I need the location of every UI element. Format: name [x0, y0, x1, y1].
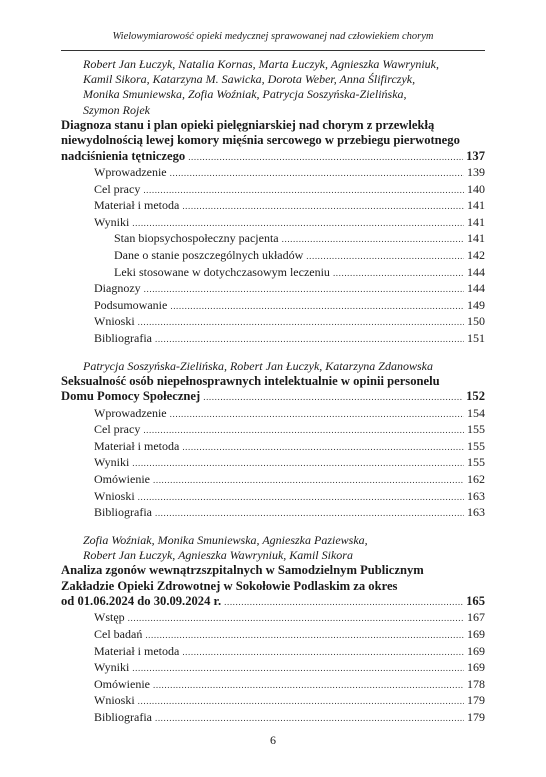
page-ref: 140 [467, 181, 485, 196]
section-spacer [61, 348, 485, 359]
chapter-title-line: Diagnoza stanu i plan opieki pielęgniarskiej nad chorym z przewlekłą [61, 117, 435, 132]
toc-entry[interactable] [61, 281, 485, 298]
section-authors [61, 533, 485, 563]
toc-entry[interactable] [61, 489, 485, 506]
entry-label: Wstęp [94, 610, 125, 625]
author-line: Zofia Woźniak, Monika Smuniewska, Agnieszka Paziewska, [83, 532, 368, 547]
author-line: Robert Jan Łuczyk, Natalia Kornas, Marta Łuczyk, Agnieszka Wawryniuk, [83, 57, 439, 71]
toc-subentry[interactable] [61, 265, 485, 282]
entry-label: Podsumowanie [94, 297, 168, 312]
page-ref: 165 [466, 593, 485, 608]
dot-leader [132, 661, 464, 677]
page-ref: 155 [467, 422, 485, 437]
running-head: Wielowymiarowość opieki medycznej sprawowanej nad człowiekiem chorym [112, 31, 434, 42]
dot-leader [170, 299, 464, 315]
page-ref: 141 [467, 198, 485, 213]
toc-entry[interactable] [61, 677, 485, 694]
page-ref: 169 [467, 626, 485, 641]
entry-label: Wprowadzenie [94, 165, 167, 180]
toc-entry[interactable] [61, 165, 485, 182]
toc-entry[interactable] [61, 660, 485, 677]
dot-leader [155, 332, 464, 348]
header-rule [61, 50, 485, 51]
dot-leader [182, 440, 464, 456]
toc-entry[interactable] [61, 331, 485, 348]
page-ref: 149 [467, 297, 485, 312]
entry-label: Wnioski [94, 693, 135, 708]
page-ref: 139 [467, 165, 485, 180]
page-ref: 144 [467, 281, 485, 296]
page-ref: 137 [466, 148, 485, 163]
toc-entry[interactable] [61, 439, 485, 456]
entry-label: Cel pracy [94, 181, 141, 196]
page-ref: 154 [467, 405, 485, 420]
page-ref: 178 [467, 676, 485, 691]
entry-label: Dane o stanie poszczególnych układów [114, 248, 304, 262]
toc-entry[interactable] [61, 198, 485, 215]
page-ref: 179 [467, 693, 485, 708]
page-ref: 163 [467, 505, 485, 520]
page-ref: 179 [467, 709, 485, 724]
dot-leader [155, 506, 464, 522]
entry-label: Materiał i metoda [94, 438, 180, 453]
dot-leader [138, 694, 464, 710]
entry-label: Wyniki [94, 455, 130, 470]
toc-entry[interactable] [61, 314, 485, 331]
dot-leader [224, 595, 463, 610]
chapter-title-text: od 01.06.2024 do 30.09.2024 r. [61, 593, 222, 608]
dot-leader [170, 407, 464, 423]
page-ref: 141 [467, 214, 485, 229]
chapter-title-entry[interactable] [61, 149, 485, 165]
dot-leader [170, 166, 464, 182]
dot-leader [333, 266, 464, 282]
toc-section-1 [61, 57, 485, 348]
page-ref: 142 [467, 248, 485, 262]
author-line: Patrycja Soszyńska-Zielińska, Robert Jan Łuczyk, Katarzyna Zdanowska [83, 358, 433, 373]
toc-entry[interactable] [61, 215, 485, 232]
page-ref: 152 [466, 389, 485, 404]
page-ref: 167 [467, 610, 485, 625]
toc-entry[interactable] [61, 693, 485, 710]
page-ref: 162 [467, 471, 485, 486]
author-line: Szymon Rojek [83, 102, 150, 117]
entry-label: Wyniki [94, 660, 130, 675]
dot-leader [153, 473, 464, 489]
dot-leader [306, 249, 464, 265]
page-ref: 163 [467, 488, 485, 503]
toc-entry[interactable] [61, 298, 485, 315]
toc-section-3 [61, 533, 485, 727]
toc-entry[interactable] [61, 644, 485, 661]
chapter-title-entry[interactable] [61, 389, 485, 405]
author-line: Robert Jan Łuczyk, Agnieszka Wawryniuk, Kamil Sikora [83, 547, 353, 562]
page-ref: 169 [467, 660, 485, 675]
entry-label: Omówienie [94, 676, 150, 691]
entry-label: Wnioski [94, 488, 135, 503]
section-authors [61, 57, 485, 118]
entry-label: Leki stosowane w dotychczasowym leczeniu [114, 264, 330, 279]
dot-leader [128, 611, 464, 627]
entry-label: Wyniki [94, 214, 130, 229]
toc-entry[interactable] [61, 422, 485, 439]
chapter-title-text: Domu Pomocy Społecznej [61, 389, 201, 404]
chapter-title-line: Zakładzie Opieki Zdrowotnej w Sokołowie Podlaskim za okres [61, 578, 398, 593]
page-ref: 144 [467, 264, 485, 279]
page-ref: 169 [467, 643, 485, 658]
page-ref: 155 [467, 438, 485, 453]
dot-leader [143, 183, 464, 199]
chapter-title-text: nadciśnienia tętniczego [61, 148, 186, 163]
entry-label: Materiał i metoda [94, 643, 180, 658]
dot-leader [282, 232, 464, 248]
entry-label: Cel badań [94, 626, 143, 641]
author-line: Kamil Sikora, Katarzyna M. Sawicka, Dorota Weber, Anna Ślifirczyk, [83, 72, 416, 87]
toc-entry[interactable] [61, 627, 485, 644]
entry-label: Bibliografia [94, 330, 152, 345]
toc-entry[interactable] [61, 505, 485, 522]
chapter-title-line: Seksualność osób niepełnosprawnych intelektualnie w opinii personelu [61, 373, 440, 388]
dot-leader [145, 628, 464, 644]
dot-leader [138, 490, 464, 506]
toc-entry[interactable] [61, 710, 485, 727]
toc-subentry[interactable] [61, 231, 485, 248]
chapter-title-entry[interactable] [61, 594, 485, 610]
entry-label: Diagnozy [94, 281, 141, 296]
dot-leader [155, 711, 464, 727]
toc-entry[interactable] [61, 406, 485, 423]
chapter-title-line: Analiza zgonów wewnątrzszpitalnych w Samodzielnym Publicznym [61, 563, 424, 578]
toc-entry[interactable] [61, 182, 485, 199]
toc-section-2 [61, 359, 485, 522]
page-ref: 151 [467, 330, 485, 345]
entry-label: Bibliografia [94, 709, 152, 724]
page-ref: 155 [467, 455, 485, 470]
author-line: Monika Smuniewska, Zofia Woźniak, Patrycja Soszyńska-Zielińska, [83, 87, 407, 102]
section-authors [61, 359, 485, 374]
chapter-title-line: niewydolnością lewej komory mięśnia sercowego w przebiegu pierwotnego [61, 133, 460, 148]
section-spacer [61, 522, 485, 533]
table-of-contents [61, 57, 485, 727]
dot-leader [182, 199, 464, 215]
entry-label: Wnioski [94, 314, 135, 329]
dot-leader [203, 390, 463, 405]
entry-label: Omówienie [94, 471, 150, 486]
dot-leader [143, 423, 464, 439]
entry-label: Cel pracy [94, 422, 141, 437]
entry-label: Wprowadzenie [94, 405, 167, 420]
dot-leader [188, 150, 463, 165]
entry-label: Stan biopsychospołeczny pacjenta [114, 231, 279, 246]
toc-entry[interactable] [61, 455, 485, 472]
dot-leader [144, 282, 464, 298]
page-number: 6 [270, 733, 276, 747]
dot-leader [182, 645, 464, 661]
dot-leader [153, 678, 464, 694]
toc-entry[interactable] [61, 610, 485, 627]
page-ref: 150 [467, 314, 485, 329]
page-ref: 141 [467, 231, 485, 246]
entry-label: Materiał i metoda [94, 198, 180, 213]
entry-label: Bibliografia [94, 505, 152, 520]
dot-leader [138, 315, 464, 331]
dot-leader [132, 216, 464, 232]
toc-subentry[interactable] [61, 248, 485, 265]
toc-entry[interactable] [61, 472, 485, 489]
dot-leader [132, 456, 464, 472]
